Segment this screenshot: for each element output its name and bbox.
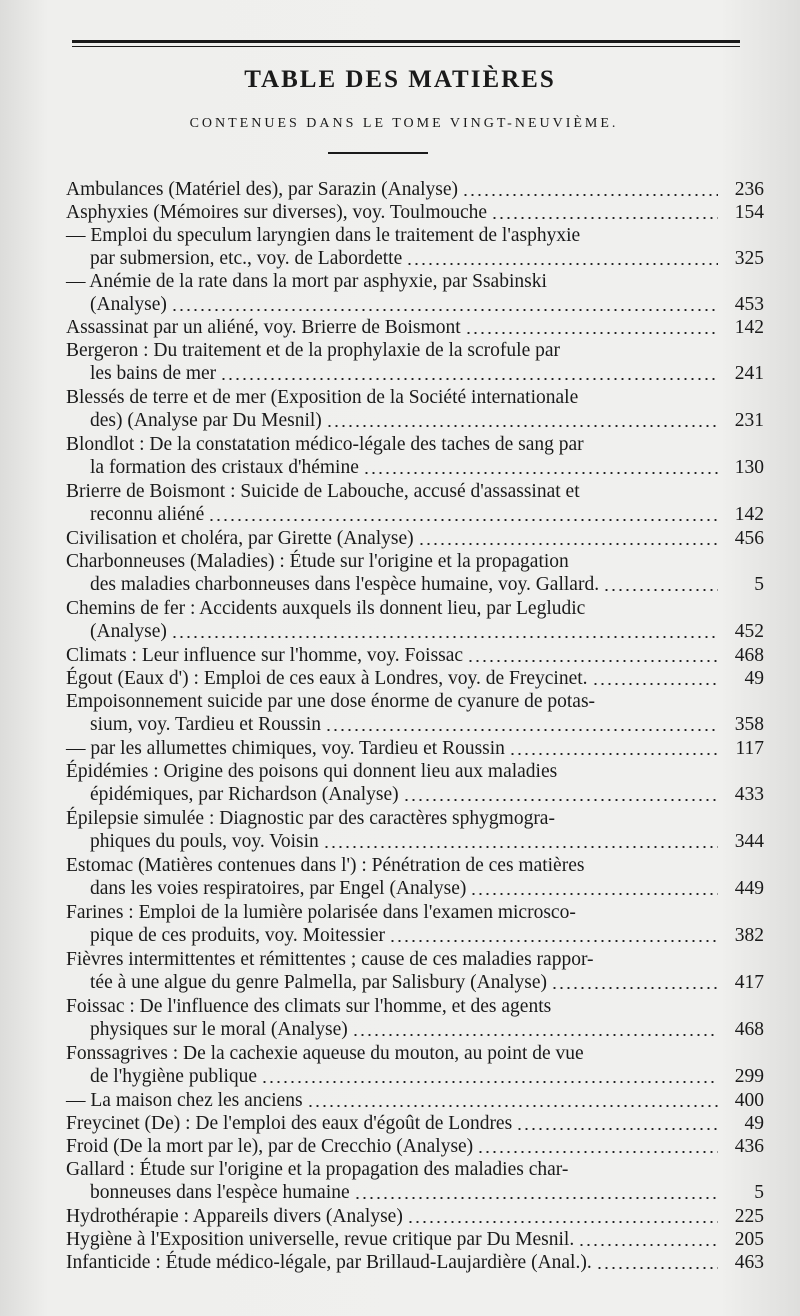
entry-text: des) (Analyse par Du Mesnil) xyxy=(90,410,322,431)
index-entry xyxy=(66,995,770,1041)
entry-text: Brierre de Boismont : Suicide de Labouche, accusé d'assassinat et xyxy=(66,481,580,502)
index-entry xyxy=(66,386,770,432)
page-number: 463 xyxy=(734,1252,764,1273)
page-number: 468 xyxy=(734,645,764,666)
entry-line xyxy=(66,1181,770,1204)
index-entry xyxy=(66,1089,770,1112)
index-entry xyxy=(66,527,770,550)
entry-line xyxy=(66,1042,770,1065)
entry-line xyxy=(66,503,770,526)
page-number: 205 xyxy=(734,1229,764,1250)
index-entry xyxy=(66,1042,770,1088)
leader-dots xyxy=(603,589,718,591)
entry-line xyxy=(66,1205,770,1228)
entry-line xyxy=(66,690,770,713)
entry-line xyxy=(66,995,770,1018)
page-number: 236 xyxy=(734,179,764,200)
entry-line xyxy=(66,1158,770,1181)
entry-text: dans les voies respiratoires, par Engel (Analyse) xyxy=(90,878,467,899)
leader-dots xyxy=(406,263,718,265)
index-entry xyxy=(66,550,770,596)
page-number: 154 xyxy=(734,202,764,223)
entry-text: phiques du pouls, voy. Voisin xyxy=(90,831,319,852)
entry-text: sium, voy. Tardieu et Roussin xyxy=(90,714,322,735)
entry-line xyxy=(66,550,770,573)
entry-line xyxy=(66,201,770,224)
index-entry xyxy=(66,178,770,201)
index-entry xyxy=(66,339,770,385)
entry-text: de l'hygiène publique xyxy=(90,1066,258,1087)
leader-dots xyxy=(516,1128,718,1130)
entry-text: Foissac : De l'influence des climats sur l'homme, et des agents xyxy=(66,996,552,1017)
entry-text: Assassinat par un aliéné, voy. Brierre de Boismont xyxy=(66,317,461,338)
entry-text: épidémiques, par Richardson (Analyse) xyxy=(90,784,399,805)
entry-text: bonneuses dans l'espèce humaine xyxy=(90,1182,350,1203)
entry-text: Gallard : Étude sur l'origine et la propagation des maladies char- xyxy=(66,1159,569,1180)
index-entry xyxy=(66,1135,770,1158)
entry-line xyxy=(66,877,770,900)
leader-dots xyxy=(307,1105,718,1107)
index-entry xyxy=(66,1251,770,1274)
leader-dots xyxy=(208,519,718,521)
page-number: 299 xyxy=(734,1066,764,1087)
entry-text: — La maison chez les anciens xyxy=(66,1090,303,1111)
entry-line xyxy=(66,178,770,201)
entry-text: pique de ces produits, voy. Moitessier xyxy=(90,925,385,946)
index-entry xyxy=(66,597,770,643)
leader-dots xyxy=(509,753,718,755)
index-entry xyxy=(66,667,770,690)
index-entry xyxy=(66,480,770,526)
entry-line xyxy=(66,1089,770,1112)
page-number: 449 xyxy=(734,878,764,899)
index-entry xyxy=(66,901,770,947)
page-number: 325 xyxy=(734,248,764,269)
entry-text: physiques sur le moral (Analyse) xyxy=(90,1019,348,1040)
header-rule xyxy=(72,40,740,43)
page-number: 433 xyxy=(734,784,764,805)
leader-dots xyxy=(551,987,718,989)
entry-line xyxy=(66,1112,770,1135)
leader-dots xyxy=(389,940,718,942)
entry-line xyxy=(66,1228,770,1251)
index-entry xyxy=(66,1112,770,1135)
entry-text: par submersion, etc., voy. de Labordette xyxy=(90,248,403,269)
header-rule-thin xyxy=(72,46,740,47)
page-number: 231 xyxy=(734,410,764,431)
page-number: 241 xyxy=(734,363,764,384)
entry-line xyxy=(66,527,770,550)
leader-dots xyxy=(220,378,718,380)
entry-line xyxy=(66,409,770,432)
entry-line xyxy=(66,293,770,316)
leader-dots xyxy=(171,309,718,311)
entry-text: Civilisation et choléra, par Girette (Analyse) xyxy=(66,528,414,549)
entry-text: Ambulances (Matériel des), par Sarazin (Analyse) xyxy=(66,179,459,200)
page-number: 417 xyxy=(734,972,764,993)
entry-line xyxy=(66,480,770,503)
index-entry xyxy=(66,316,770,339)
index-entry xyxy=(66,224,770,270)
entry-text: des maladies charbonneuses dans l'espèce humaine, voy. Gallard. xyxy=(90,574,600,595)
index-entry xyxy=(66,690,770,736)
entry-text: reconnu aliéné xyxy=(90,504,205,525)
page-number: 49 xyxy=(744,668,764,689)
leader-dots xyxy=(578,1244,718,1246)
entry-line xyxy=(66,760,770,783)
entry-line xyxy=(66,620,770,643)
entry-line xyxy=(66,783,770,806)
leader-dots xyxy=(354,1197,718,1199)
index-entry xyxy=(66,433,770,479)
entry-text: — Anémie de la rate dans la mort par asphyxie, par Ssabinski xyxy=(66,271,547,292)
leader-dots xyxy=(467,660,718,662)
leader-dots xyxy=(403,799,718,801)
entry-line xyxy=(66,854,770,877)
entry-line xyxy=(66,224,770,247)
entry-text: Estomac (Matières contenues dans l') : Pénétration de ces matières xyxy=(66,855,585,876)
entry-text: (Analyse) xyxy=(90,294,167,315)
page-number: 452 xyxy=(734,621,764,642)
entry-text: Empoisonnement suicide par une dose énorme de cyanure de potas- xyxy=(66,691,596,712)
entry-line xyxy=(66,1018,770,1041)
entry-line xyxy=(66,362,770,385)
entry-line xyxy=(66,644,770,667)
entry-line xyxy=(66,901,770,924)
page-subtitle: CONTENUES DANS LE TOME VINGT-NEUVIÈME. xyxy=(189,116,619,131)
entry-line xyxy=(66,924,770,947)
entry-text: Épilepsie simulée : Diagnostic par des caractères sphygmogra- xyxy=(66,808,555,829)
entry-text: Hydrothérapie : Appareils divers (Analyse) xyxy=(66,1206,403,1227)
entry-line xyxy=(66,830,770,853)
entry-line xyxy=(66,316,770,339)
index-entry xyxy=(66,1158,770,1204)
index-entry xyxy=(66,948,770,994)
index-entry xyxy=(66,201,770,224)
entry-text: les bains de mer xyxy=(90,363,217,384)
index-entry xyxy=(66,1228,770,1251)
page-number: 117 xyxy=(735,738,764,759)
leader-dots xyxy=(325,729,718,731)
entry-text: Infanticide : Étude médico-légale, par Brillaud-Laujardière (Anal.). xyxy=(66,1252,592,1273)
entry-line xyxy=(66,339,770,362)
page-number: 5 xyxy=(754,1182,764,1203)
index-entry xyxy=(66,1205,770,1228)
page-number: 453 xyxy=(734,294,764,315)
page-number: 5 xyxy=(754,574,764,595)
page-number: 49 xyxy=(744,1113,764,1134)
entry-text: la formation des cristaux d'hémine xyxy=(90,457,359,478)
leader-dots xyxy=(592,683,718,685)
page-number: 382 xyxy=(734,925,764,946)
entry-text: Blessés de terre et de mer (Exposition de la Société internationale xyxy=(66,387,579,408)
page-number: 436 xyxy=(734,1136,764,1157)
index-entries xyxy=(66,178,770,1274)
page-number: 456 xyxy=(734,528,764,549)
entry-text: Bergeron : Du traitement et de la prophylaxie de la scrofule par xyxy=(66,340,560,361)
leader-dots xyxy=(261,1081,718,1083)
title-divider xyxy=(328,152,428,154)
entry-text: Hygiène à l'Exposition universelle, revue critique par Du Mesnil. xyxy=(66,1229,575,1250)
page-number: 225 xyxy=(734,1206,764,1227)
entry-text: Freycinet (De) : De l'emploi des eaux d'égoût de Londres xyxy=(66,1113,513,1134)
entry-line xyxy=(66,433,770,456)
page-number: 142 xyxy=(734,317,764,338)
entry-text: Climats : Leur influence sur l'homme, voy. Foissac xyxy=(66,645,464,666)
leader-dots xyxy=(465,332,718,334)
entry-line xyxy=(66,713,770,736)
leader-dots xyxy=(418,543,718,545)
entry-line xyxy=(66,1065,770,1088)
page-number: 358 xyxy=(734,714,764,735)
leader-dots xyxy=(596,1267,718,1269)
page-number: 130 xyxy=(734,457,764,478)
leader-dots xyxy=(491,217,718,219)
entry-text: Blondlot : De la constatation médico-légale des taches de sang par xyxy=(66,434,584,455)
page-number: 400 xyxy=(734,1090,764,1111)
page-number: 468 xyxy=(734,1019,764,1040)
entry-text: (Analyse) xyxy=(90,621,167,642)
entry-line xyxy=(66,456,770,479)
index-entry xyxy=(66,807,770,853)
leader-dots xyxy=(462,194,718,196)
leader-dots xyxy=(363,472,718,474)
entry-line xyxy=(66,1251,770,1274)
entry-text: Farines : Emploi de la lumière polarisée dans l'examen microsco- xyxy=(66,902,576,923)
entry-line xyxy=(66,737,770,760)
leader-dots xyxy=(323,846,718,848)
index-entry xyxy=(66,760,770,806)
leader-dots xyxy=(407,1221,718,1223)
entry-text: Chemins de fer : Accidents auxquels ils donnent lieu, par Legludic xyxy=(66,598,586,619)
entry-text: Épidémies : Origine des poisons qui donnent lieu aux maladies xyxy=(66,761,558,782)
entry-text: Froid (De la mort par le), par de Crecchio (Analyse) xyxy=(66,1136,474,1157)
entry-line xyxy=(66,386,770,409)
entry-line xyxy=(66,807,770,830)
entry-text: Asphyxies (Mémoires sur diverses), voy. Toulmouche xyxy=(66,202,488,223)
entry-text: Charbonneuses (Maladies) : Étude sur l'origine et la propagation xyxy=(66,551,569,572)
entry-line xyxy=(66,247,770,270)
entry-text: — Emploi du speculum laryngien dans le traitement de l'asphyxie xyxy=(66,225,581,246)
entry-line xyxy=(66,573,770,596)
page-number: 142 xyxy=(734,504,764,525)
leader-dots xyxy=(171,636,718,638)
page-title: TABLE DES MATIÈRES xyxy=(244,66,556,93)
entry-line xyxy=(66,948,770,971)
entry-text: Fièvres intermittentes et rémittentes ; cause de ces maladies rappor- xyxy=(66,949,594,970)
entry-text: Fonssagrives : De la cachexie aqueuse du mouton, au point de vue xyxy=(66,1043,584,1064)
leader-dots xyxy=(477,1151,718,1153)
index-entry xyxy=(66,644,770,667)
index-entry xyxy=(66,270,770,316)
index-entry xyxy=(66,737,770,760)
leader-dots xyxy=(470,893,718,895)
entry-line xyxy=(66,1135,770,1158)
entry-line xyxy=(66,667,770,690)
page-number: 344 xyxy=(734,831,764,852)
index-entry xyxy=(66,854,770,900)
leader-dots xyxy=(326,425,718,427)
entry-line xyxy=(66,270,770,293)
entry-line xyxy=(66,971,770,994)
entry-line xyxy=(66,597,770,620)
leader-dots xyxy=(352,1034,718,1036)
entry-text: tée à une algue du genre Palmella, par Salisbury (Analyse) xyxy=(90,972,548,993)
entry-text: Égout (Eaux d') : Emploi de ces eaux à Londres, voy. de Freycinet. xyxy=(66,668,588,689)
entry-text: — par les allumettes chimiques, voy. Tardieu et Roussin xyxy=(66,738,505,759)
